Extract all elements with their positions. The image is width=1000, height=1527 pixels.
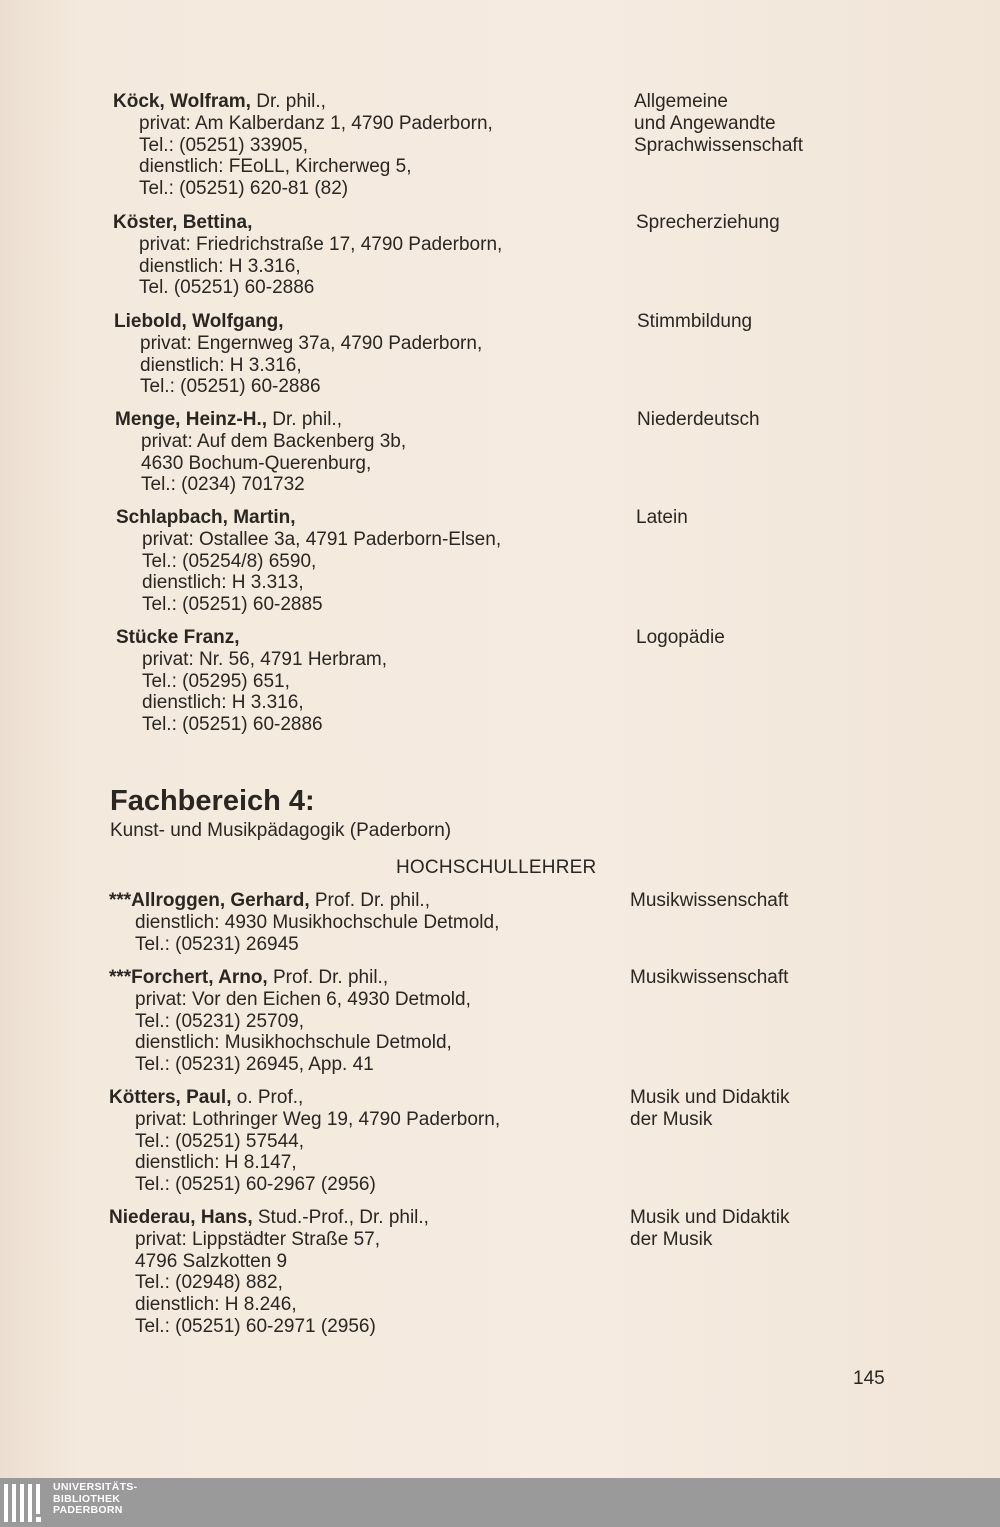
entry-line: privat: Nr. 56, 4791 Herbram, [142,648,387,670]
entry-details [109,967,471,1076]
entry-subject [636,627,725,649]
entry-line: dienstlich: H 3.313, [142,572,304,594]
person-title: o. Prof., [231,1087,304,1108]
person-title: Stud.-Prof., Dr. phil., [252,1207,429,1228]
entry-line: Tel.: (05231) 26945 [135,933,299,955]
entry-subject [630,1087,789,1131]
entry-line: Tel.: (05251) 60-2886 [142,714,323,736]
page-number: 145 [853,1368,885,1389]
subject-line: Musikwissenschaft [630,967,789,988]
person-name: Liebold, Wolfgang, [114,311,284,332]
person-name: Kötters, Paul, [109,1087,232,1108]
entry-line: Tel. (05251) 60-2886 [139,277,315,299]
entry-line: Tel.: (05254/8) 6590, [142,550,317,572]
entry-line: Tel.: (05231) 25709, [135,1010,305,1032]
person-name: Köck, Wolfram, [113,91,251,112]
person-title: Dr. phil., [250,91,326,112]
entry-line: Tel.: (05251) 60-2971 (2956) [135,1315,376,1337]
entry-line: privat: Ostallee 3a, 4791 Paderborn-Elsen, [142,528,502,550]
library-logo-icon [4,1484,46,1522]
entry-line: 4630 Bochum-Querenburg, [141,452,372,474]
entry-line: dienstlich: 4930 Musikhochschule Detmold, [135,911,500,933]
entry-subject [634,91,803,156]
entry-line: privat: Lippstädter Straße 57, [135,1228,381,1250]
entry-line: 4796 Salzkotten 9 [135,1250,288,1272]
entry-details [116,627,387,736]
subject-line: Stimmbildung [637,311,753,332]
entry-details [116,507,501,616]
entry-line: dienstlich: Musikhochschule Detmold, [135,1032,452,1054]
entry-line: dienstlich: FEoLL, Kircherweg 5, [139,156,412,178]
entry-name [113,212,502,234]
entry-details [109,890,499,955]
logo-line: UNIVERSITÄTS- [53,1481,138,1493]
entry-name [116,627,387,649]
entry-line: privat: Engernweg 37a, 4790 Paderborn, [140,332,483,354]
person-title: Prof. Dr. phil., [309,890,430,911]
entry-details [113,91,493,200]
entry-line: Tel.: (05251) 60-2885 [142,594,323,616]
person-name: ***Allroggen, Gerhard, [109,890,310,911]
person-name: Menge, Heinz-H., [115,409,268,430]
entry-line: privat: Auf dem Backenberg 3b, [141,430,407,452]
entry-line: privat: Vor den Eichen 6, 4930 Detmold, [135,988,471,1010]
entry-name [115,409,406,431]
subject-line: der Musik [630,1108,713,1130]
entry-line: Tel.: (0234) 701732 [141,474,305,496]
entry-subject [630,1207,789,1251]
entry-details [109,1087,500,1196]
subject-line: Sprecherziehung [636,212,780,233]
library-logo-text [53,1482,137,1517]
entry-line: Tel.: (05251) 60-2886 [140,376,321,398]
entry-name [109,1087,500,1109]
entry-line: dienstlich: H 8.147, [135,1152,297,1174]
section-heading: HOCHSCHULLEHRER [396,857,597,878]
entry-line: dienstlich: H 3.316, [139,255,301,277]
person-name: Stücke Franz, [116,627,240,648]
section-subtitle: Kunst- und Musikpädagogik (Paderborn) [110,820,452,841]
entry-line: dienstlich: H 3.316, [140,354,302,376]
entry-line: Tel.: (05251) 33905, [139,134,309,156]
person-title: Prof. Dr. phil., [267,967,389,988]
subject-line: Niederdeutsch [637,409,760,430]
entry-line: Tel.: (05231) 26945, App. 41 [135,1054,374,1076]
entry-line: Tel.: (02948) 882, [135,1272,283,1294]
subject-line: Latein [636,507,688,528]
person-name: Niederau, Hans, [109,1207,253,1228]
person-name: Schlapbach, Martin, [116,507,296,528]
entry-subject [637,311,752,333]
footer-bar [0,1478,1000,1527]
entry-line: Tel.: (05295) 651, [142,670,290,692]
entry-line: Tel.: (05251) 60-2967 (2956) [135,1174,376,1196]
entry-subject [630,890,788,912]
logo-line: PADERBORN [53,1504,123,1516]
entry-line: dienstlich: H 3.316, [142,692,304,714]
person-name: ***Forchert, Arno, [109,967,268,988]
entry-name [113,91,493,113]
entry-details [113,212,502,299]
subject-line: Musik und Didaktik [630,1207,790,1228]
entry-details [114,311,482,398]
entry-line: privat: Lothringer Weg 19, 4790 Paderborn, [135,1108,501,1130]
entry-name [109,890,499,912]
subject-line: und Angewandte [634,112,776,134]
entry-subject [636,212,780,234]
entry-subject [630,967,788,989]
entry-name [114,311,482,333]
section-title: Fachbereich 4: [110,785,315,817]
entry-line: Tel.: (05251) 57544, [135,1130,305,1152]
entry-subject [637,409,760,431]
person-name: Köster, Bettina, [113,212,253,233]
entry-details [109,1207,429,1338]
entry-name [109,1207,429,1229]
entry-line: dienstlich: H 8.246, [135,1294,297,1316]
entry-details [115,409,406,496]
logo-line: BIBLIOTHEK [53,1492,121,1505]
entry-line: privat: Friedrichstraße 17, 4790 Paderborn, [139,233,503,255]
subject-line: Allgemeine [634,91,728,112]
entry-subject [636,507,688,529]
entry-line: privat: Am Kalberdanz 1, 4790 Paderborn, [139,112,493,134]
subject-line: Musik und Didaktik [630,1087,790,1108]
person-title: Dr. phil., [267,409,342,430]
subject-line: Musikwissenschaft [630,890,789,911]
subject-line: Logopädie [636,627,725,648]
entry-name [109,967,471,989]
entry-name [116,507,501,529]
entry-line: Tel.: (05251) 620-81 (82) [139,178,349,200]
subject-line: Sprachwissenschaft [634,134,803,156]
subject-line: der Musik [630,1228,713,1250]
